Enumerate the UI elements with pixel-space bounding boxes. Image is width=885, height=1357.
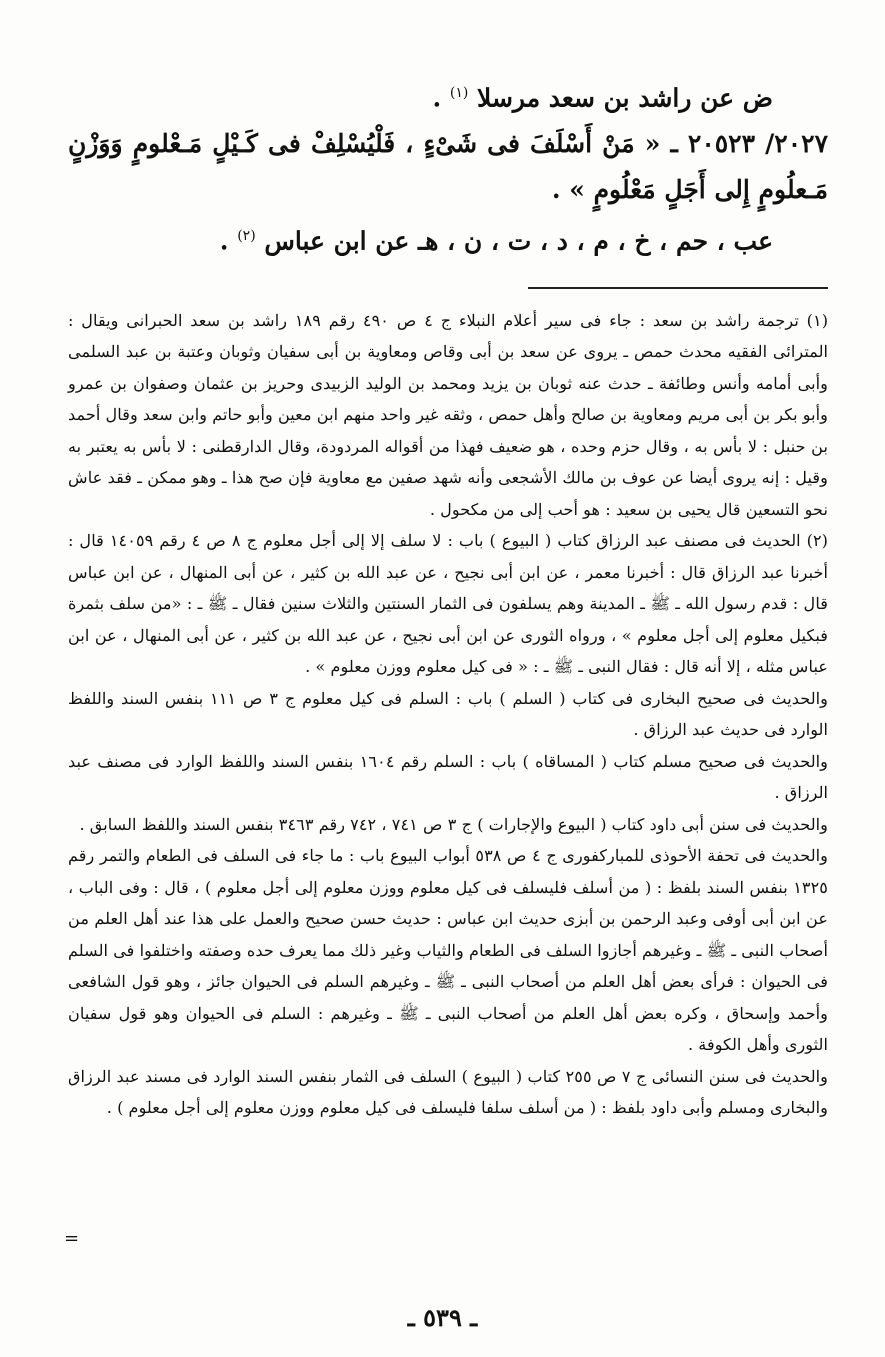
- hadith-paragraph: [68, 121, 828, 213]
- footnote-ref-1: (١): [449, 85, 469, 101]
- footnote-2-muslim: والحديث فى صحيح مسلم كتاب ( المساقاه ) باب : السلم رقم ١٦٠٤ بنفس السند واللفظ الوارد فى مصنف عبد الرزاق .: [68, 751, 828, 803]
- footnote-2-tuhfa: والحديث فى تحفة الأحوذى للمباركفورى ج ٤ ص ٥٣٨ أبواب البيوع باب : ما جاء فى السلف فى الطعام والتمر رقم ١٣٢٥ بنفس السند بلفظ : ( من أسلف فليسلف فى كيل معلوم ووزن معلوم إلى أجل معلوم ) ، قال : وفى الباب ، عن ابن أبى أوفى وعبد الرحمن بن أبزى حديث ابن عباس : حديث حسن صحيح والعمل على هذا عند أهل العلم من أصحاب النبى ـ ﷺ ـ وغيرهم أجازوا السلف فى الطعام والثياب وغير ذلك مما يعرف حده وصفته واختلفوا فى السلم فى الحيوان : فرأى بعض أهل العلم من أصحاب النبى ـ ﷺ ـ وغيرهم السلم فى الحيوان جائز ، وهو قول الشافعى وأحمد وإسحاق ، وكره بعض أهل العلم من أصحاب النبى ـ ﷺ ـ وغيرهم : السلم فى الحيوان وهو قول سفيان الثورى وأهل الكوفة .: [68, 846, 828, 1055]
- footnotes: [68, 305, 828, 1124]
- continuation-mark: =: [64, 1228, 80, 1249]
- hadith-sources-text: عب ، حم ، خ ، م ، د ، ت ، ن ، هـ عن ابن عباس: [255, 226, 773, 256]
- page-number: ـ ٥٣٩ ـ: [407, 1303, 478, 1332]
- footnote-divider: [528, 287, 828, 289]
- footnote-2: (٢) الحديث فى مصنف عبد الرزاق كتاب ( البيوع ) باب : لا سلف إلا إلى أجل معلوم ج ٨ ص ٤ رقم ١٤٠٥٩ قال : أخبرنا عبد الرزاق قال : أخبرنا معمر ، عن ابن أبى نجيح ، عن عبد الله بن كثير ، عن أبى المنهال ، عن ابن عباس قال : قدم رسول الله ـ ﷺ ـ المدينة وهم يسلفون فى الثمار السنتين والثلاث سنين فقال ـ ﷺ ـ : «من سلف بثمرة فبكيل معلوم إلى أجل معلوم » ، ورواه الثورى عن ابن أبى نجيح ، عن عبد الله بن كثير ، عن أبى المنهال ، عن ابن عباس مثله ، إلا أنه قال : فقال النبى ـ ﷺ ـ : « فى كيل معلوم ووزن معلوم » .: [68, 531, 828, 677]
- footnote-1: (١) ترجمة راشد بن سعد : جاء فى سير أعلام النبلاء ج ٤ ص ٤٩٠ رقم ١٨٩ راشد بن سعد الحبرانى ويقال : المترائى الفقيه محدث حمص ـ يروى عن سعد بن أبى وقاص ومعاوية بن أبى سفيان وثوبان وعتبة بن عبد السلمى وأبى أمامه وأنس وطائفة ـ حدث عنه ثوبان بن يزيد ومحمد بن الوليد الزبيدى وحريز بن عثمان وصفوان بن عمرو وأبو بكر بن أبى مريم ومعاوية بن صالح وأهل حمص ، وثقه غير واحد منهم ابن معين وأبو حاتم وابن سعد وقال أحمد بن حنبل : لا بأس به ، وقال حزم وحده ، هو ضعيف فهذا من أقواله المردودة، وقال الدارقطنى : لا بأس به يعتبر به وقيل : إنه يروى أيضا عن عوف بن مالك الأشجعى وأنه شهد صفين مع معاوية فإن صح هذا ـ وهو ممكن ـ فقد عاش نحو التسعين قال يحيى بن سعيد : هو أحب إلى من مكحول .: [68, 310, 829, 519]
- hadith-number: ٢٠٢٧/ ٢٠٥٢٣ ـ: [660, 129, 828, 159]
- main-text: [68, 70, 828, 265]
- main-line-1-end: .: [432, 83, 450, 113]
- hadith-text: « مَنْ أَسْلَفَ فى شَىْءٍ ، فَلْيُسْلِفْ فى كَـيْلٍ مَـعْلومٍ وَوَزْنٍ مَـعلُومٍ إِلى أَجَلٍ مَعْلُومٍ » .: [68, 129, 828, 205]
- footnote-2-abudawud: والحديث فى سنن أبى داود كتاب ( البيوع والإجارات ) ج ٣ ص ٧٤١ ، ٧٤٢ رقم ٣٤٦٣ بنفس السند واللفظ السابق .: [79, 814, 828, 834]
- main-line-1-text: ض عن راشد بن سعد مرسلا: [468, 83, 773, 113]
- footnote-ref-2: (٢): [237, 228, 256, 245]
- hadith-sources-end: .: [219, 226, 238, 256]
- page-body: [68, 70, 828, 1124]
- main-line-1: [68, 70, 828, 121]
- footnote-2-nasai: والحديث فى سنن النسائى ج ٧ ص ٢٥٥ كتاب ( البيوع ) السلف فى الثمار بنفس السند الوارد فى مسند عبد الرزاق والبخارى ومسلم وأبى داود بلفظ : ( من أسلف سلفا فليسلف فى كيل معلوم ووزن معلوم إلى أجل معلوم ) .: [68, 1066, 828, 1118]
- hadith-sources: [68, 213, 828, 264]
- footnote-2-bukhari: والحديث فى صحيح البخارى فى كتاب ( السلم ) باب : السلم فى كيل معلوم ج ٣ ص ١١١ بنفس السند واللفظ الوارد فى حديث عبد الرزاق .: [68, 688, 828, 740]
